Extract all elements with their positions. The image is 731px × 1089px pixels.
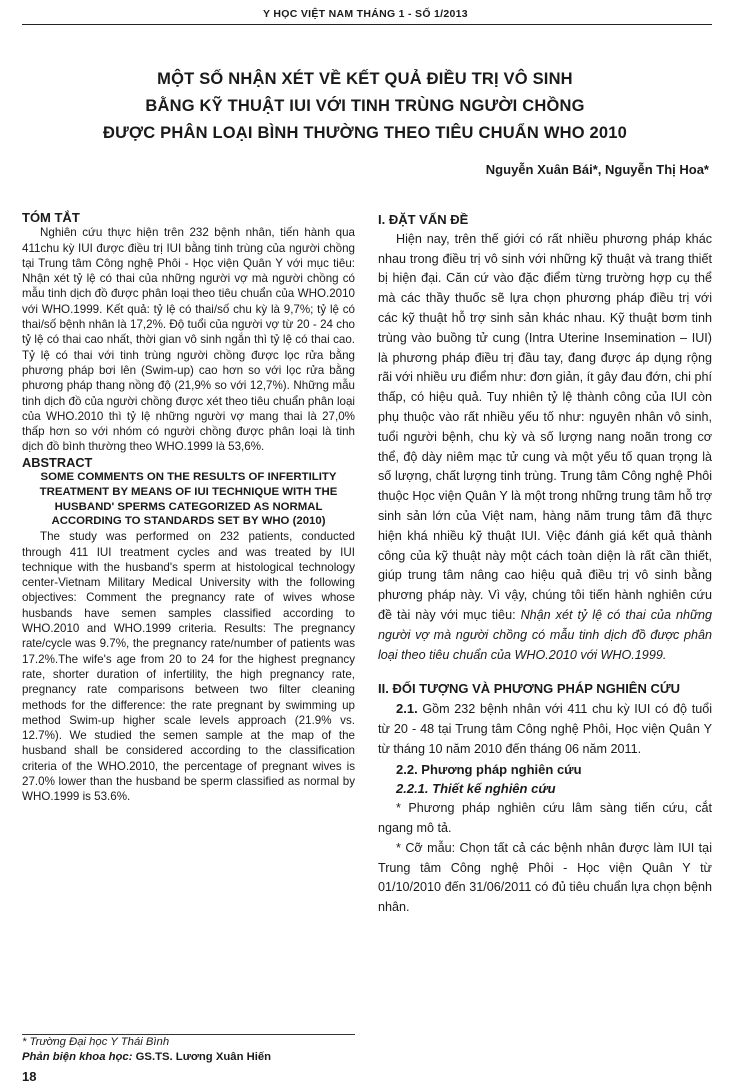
section2-heading: II. ĐỐI TƯỢNG VÀ PHƯƠNG PHÁP NGHIÊN CỨU bbox=[378, 681, 681, 697]
summary-text: Nghiên cứu thực hiện trên 232 bệnh nhân, tiến hành qua 411chu kỳ IUI được điều trị IUI bằng tinh trùng của người chồng tại Trung tâm Công nghệ Phôi - Học viện Quân Y với mục tiêu: Nhận xét tỷ lệ có thai của những người vợ mà người chồng có mẫu tinh dịch đồ được phân loại theo tiêu chuẩn của WHO.2010 với WHO.1999. Kết quả: tỷ lệ có thai/số chu kỳ là 9,7%; tỷ lệ có thai/số bệnh nhân là 17,2%. Độ tuổi của người vợ từ 20 - 24 cho tỷ lệ có thai cao nhất, thời gian vô sinh ngắn thì tỷ lệ có thai cao. Tỷ lệ có thai với tinh trùng người chồng được lọc rửa bằng phương pháp bơi lên (Swim-up) cao hơn so với lọc rửa bằng phương pháp thang nồng độ (21,9% so với 12,7%). Những mẫu tinh dịch đồ của người chồng được xét theo tiêu chuẩn phân loại của WHO.2010 thì tỷ lệ những người vợ mang thai là 27,0% thấp hơn so với nhóm có người chồng được phân loại là tinh dịch đồ bình thường theo WHO.1999 là 53,6%. bbox=[22, 226, 355, 454]
footnote-affiliation: * Trường Đại học Y Thái Bình bbox=[22, 1036, 170, 1048]
section2-2-heading: 2.2. Phương pháp nghiên cứu bbox=[396, 761, 582, 777]
title-line-2: BẰNG KỸ THUẬT IUI VỚI TINH TRÙNG NGƯỜI CHỒNG bbox=[145, 97, 585, 115]
article-title bbox=[60, 66, 670, 147]
authors: Nguyễn Xuân Bái*, Nguyễn Thị Hoa* bbox=[485, 162, 709, 177]
abstract-heading: ABSTRACT bbox=[22, 454, 93, 470]
abstract-title: SOME COMMENTS ON THE RESULTS OF INFERTILITY TREATMENT BY MEANS OF IUI TECHNIQUE WITH THE HUSBAND' SPERMS CATEGORIZED AS NORMAL ACCORDING TO STANDARDS SET BY WHO (2010) bbox=[39, 471, 338, 528]
title-line-3: ĐƯỢC PHÂN LOẠI BÌNH THƯỜNG THEO TIÊU CHUẨN WHO 2010 bbox=[102, 124, 628, 142]
sample-size-text: * Cỡ mẫu: Chọn tất cả các bệnh nhân được làm IUI tại Trung tâm Công nghệ Phôi - Học viện Quân Y từ 01/10/2010 đến 31/06/2011 có đủ tiêu chuẩn lựa chọn bệnh nhân. bbox=[378, 840, 712, 915]
section1-text: Hiện nay, trên thế giới có rất nhiều phương pháp khác nhau trong điều trị vô sinh với những kỹ thuật và trang thiết bị hiện đại. Căn cứ vào đặc điểm từng trường hợp cụ thể mà các thầy thuốc sẽ lựa chọn phương pháp điều trị với các kỹ thuật hỗ trợ sinh sản khác nhau. Kỹ thuật bơm tinh trùng vào buồng tử cung (Intra Uterine Insemination – IUI) là phương pháp điều trị đầu tay, đang được áp dụng rộng rãi với nhiều ưu điểm như: đơn giản, ít gây đau đớn, chi phí thấp, có hiệu quả. Tuy nhiên tỷ lệ thành công của IUI còn phụ thuộc vào rất nhiều yếu tố như: nguyên nhân vô sinh, tuổi người bệnh, chu kỳ và số lượng nang noãn trong cơ thể, độ dày niêm mạc tử cung và một yếu tố quan trọng là số lượng, chất lượng tinh trùng. Trung tâm Công nghệ Phôi thuộc Học viện Quân Y là một trong những trung tâm hỗ trợ sinh sản lớn của Việt nam, hàng năm trung tâm đã thực hiện khá nhiều kỹ thuật IUI. Việc đánh giá kết quả thành công của kỹ thuật này một cách toàn diện là rất cần thiết, giúp trung tâm nâng cao hiệu quả điều trị vô sinh bằng phương pháp này. Vì vậy, chúng tôi tiến hành nghiên cứu đề tài này với mục tiêu: bbox=[378, 231, 712, 622]
section2-1-text: Gồm 232 bệnh nhân với 411 chu kỳ IUI có độ tuổi từ 20 - 48 tại Trung tâm Công nghệ Phôi, Học viện Quân Y từ tháng 10 năm 2010 đến tháng 06 năm 2011. bbox=[378, 702, 712, 756]
section1-heading: I. ĐẶT VẤN ĐỀ bbox=[378, 212, 469, 227]
section1-paragraph bbox=[378, 230, 712, 666]
reviewer-label: Phản biện khoa học: bbox=[22, 1051, 133, 1063]
summary-heading: TÓM TẮT bbox=[22, 210, 80, 225]
header-rule bbox=[22, 24, 712, 25]
right-column bbox=[378, 210, 712, 918]
section2-1-number: 2.1. bbox=[396, 701, 418, 717]
footnote-reviewer bbox=[22, 1051, 271, 1063]
journal-header: Y HỌC VIỆT NAM THÁNG 1 - SỐ 1/2013 bbox=[263, 8, 468, 20]
study-design-text: * Phương pháp nghiên cứu lâm sàng tiến cứu, cắt ngang mô tả. bbox=[378, 801, 712, 835]
section2-1-paragraph bbox=[378, 699, 712, 759]
abstract-text: The study was performed on 232 patients, conducted through 411 IUI treatment cycles and was treated by IUI technique with the husband's sperm at histological technology center-Vietnam Military Medical University with the following objectives: Comment the pregnancy rate of wives whose husbands have semen samples classified according to WHO.2010 and WHO.1999 criteria. Results: The pregnancy rate/cycle was 9.7%, the pregnancy rate/number of patients was 17.2%.The wife's age from 20 to 24 for the highest pregnancy rate, shorter duration of infertility, the high pregnancy rate, pregnancy rate comparisons between two filter cleaning methods for the difference: the rate pregnant by swimming up method Swim-up higher scale levels approach (21.9% vs. 12.7%). We studied the semen sample at the map of the husband shall be considered according to the classification criteria of the WHO.2010, the percentage of pregnant wives is 27.0% lower than the husband be sperm classified as normal by WHO.1999 is 53.6%. bbox=[22, 530, 355, 804]
page-number: 18 bbox=[22, 1069, 37, 1084]
reviewer-name: GS.TS. Lương Xuân Hiến bbox=[132, 1051, 272, 1063]
title-line-1: MỘT SỐ NHẬN XÉT VỀ KẾT QUẢ ĐIỀU TRỊ VÔ SINH bbox=[157, 70, 573, 88]
left-column bbox=[22, 210, 355, 805]
section1-objective: Nhận xét tỷ lệ có thai của những người vợ mà người chồng có mẫu tinh dịch đồ được phân loại theo tiêu chuẩn của WHO.2010 với WHO.1999. bbox=[378, 607, 713, 662]
footnote-rule bbox=[22, 1034, 355, 1035]
section2-2-1-heading: 2.2.1. Thiết kế nghiên cứu bbox=[396, 781, 556, 797]
